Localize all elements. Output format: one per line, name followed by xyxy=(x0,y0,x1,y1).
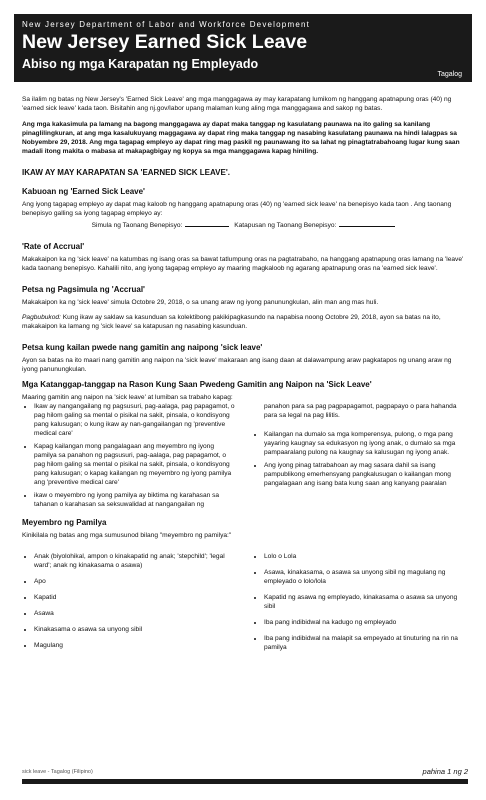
simula-blank xyxy=(185,220,229,227)
list-item: • Ikaw ay nangangailang ng pagsusuri, pag-aalaga, pag papagamot, o pag hilom galing sa mental o pisikal na sakit, pinsala, o kondisyong pang kalusugan; o kung ikaw ay nan-gangailangan ng 'preventive medical care' xyxy=(34,402,238,438)
simula-label: Simula ng Taonang Benepisyo: xyxy=(91,222,183,229)
intro-paragraph: Sa ilalim ng batas ng New Jersey's 'Earned Sick Leave' ang mga manggagawa ay may karapatang lumikom ng hanggang apatnapung oras (40) ng 'earned sick leave' kada taon. Bisitahin ang nj.gov/labor upang malaman kung aling mga manggagawa and sakop ng batas. xyxy=(22,96,452,112)
footer-label: sick leave - Tagalog (Filipino) xyxy=(22,769,93,775)
footer-rule xyxy=(22,779,468,784)
rights-heading: IKAW AY MAY KARAPATAN SA 'EARNED SICK LEAVE'. xyxy=(22,168,230,177)
kailan-text: Ayon sa batas na ito maari nang gamitin ang naipon na 'sick leave' makaraan ang isang daan at dalawampung araw pagkatapos ng unang araw ng iyong panunungkulan. xyxy=(22,357,452,373)
katanggap-heading: Mga Katanggap-tanggap na Rason Kung Saan Pwedeng Gamitin ang Naipon na 'Sick Leave' xyxy=(22,380,372,389)
list-item: • Magulang xyxy=(34,641,238,650)
list-item: • Apo xyxy=(34,577,238,586)
list-item: • Lolo o Lola xyxy=(264,552,468,561)
list-item: • Kapag kailangan mong pangalagaan ang meyembro ng iyong pamilya sa panahon ng pagsusuri, pag-aalaga, pag papagamot, o pag hilom galing sa mental o pisikal na sakit, pinsala, o kondisyong pang kalusugan; o kapag kailangan ng meyembro ng iyong pamilya ang 'preventive medical care' xyxy=(34,442,238,487)
meyembro-right-list xyxy=(252,552,468,652)
accrual-text: Makakaipon ka ng 'sick leave' na katumbas ng isang oras sa bawat tatlumpung oras na pagtatrabaho, na hanggang apatnapung oras lamang na 'leave' kada taonang benepisyo. Kahalili nito, ang iyong tagapag empleyo ay maaring magkaloob ng agarang apatnapung oras na 'earned sick leave'. xyxy=(22,256,464,272)
document-header xyxy=(14,14,472,82)
list-item: • Kailangan na dumalo sa mga komperensya, pulong, o mga pang yayaring kaugnay sa edukasyon ng iyong anak, o dumalo sa mga pampaaralang pulong na kaugnay sa kalusugan ng iyong anak. xyxy=(264,430,468,457)
meyembro-heading: Meyembro ng Pamilya xyxy=(22,518,107,527)
notice-paragraph: Ang mga kakasimula pa lamang na bagong manggagawa ay dapat maka tanggap ng kasulatang paunawa na ito galing sa kanilang pinaglilingkuran, at ang mga kasalukuyang maggagawa ay dapat ring maka tanggap ng nasabing kasulatang paunawa na hindi lalagpas sa Nobyembre 29, 2018. Ang mga tagapag empleyo ay dapat ring mag paskil ng paunawang ito sa lahat ng pinagtatrabahoang lugar kung saan madali itong makita o mabasa at makapagbigay ng kopya sa mga manggagawa kapag hiniling. xyxy=(22,121,460,155)
katapusan-blank xyxy=(339,220,395,227)
accrual-heading: 'Rate of Accrual' xyxy=(22,242,85,251)
katanggap-columns xyxy=(22,402,468,513)
list-item: • Kapatid ng asawa ng empleyado, kinakasama o asawa sa unyong sibil xyxy=(264,593,468,611)
document-title: New Jersey Earned Sick Leave xyxy=(22,31,308,53)
petsa-note-label: Pagbubukod: xyxy=(22,314,61,321)
meyembro-lead: Kinikilala ng batas ang mga sumusunod bilang "meyembro ng pamilya:" xyxy=(22,532,232,539)
katanggap-left-list xyxy=(22,402,238,509)
list-item: • Iba pang indibidwal na malapit sa empeyado at tinuturing na rin na pamilya xyxy=(264,634,468,652)
katapusan-label: Katapusan ng Taonang Benepisyo: xyxy=(234,222,337,229)
department-name: New Jersey Department of Labor and Workforce Development xyxy=(22,20,311,29)
kabuoan-heading: Kabuoan ng 'Earned Sick Leave' xyxy=(22,187,145,196)
list-item: • Iba pang indibidwal na kadugo ng empleyado xyxy=(264,618,468,627)
benefit-year-line xyxy=(22,220,468,230)
document-body xyxy=(22,95,468,659)
list-item: • ikaw o meyembro ng iyong pamilya ay biktima ng karahasan sa tahanan o karahasan sa seksuwalidad at nangangailan ng xyxy=(34,491,238,509)
katanggap-lead: Maaring gamitin ang naipon na 'sick leave' at lumiban sa trabaho kapag: xyxy=(22,394,233,401)
meyembro-columns xyxy=(22,552,468,659)
petsa-note-text: Kung ikaw ay saklaw sa kasunduan sa kolektibong pakikipagkasundo na napabisa noong Octobre 29, 2018, ayon sa batas na ito, makakaipon ka lamang ng 'sick leave' sa katapusan ng nasabing kasunduan. xyxy=(22,314,441,330)
petsa-note xyxy=(22,313,468,331)
language-label: Tagalog xyxy=(437,71,462,78)
page-number: pahina 1 ng 2 xyxy=(422,767,468,776)
list-item: • Ang iyong pinag tatrabahoan ay mag sasara dahil sa isang pampublikong emerhensyang pangkalusugan o kailangan mong pangalagaan ang isang bata kung saan ang kanyang paaralan xyxy=(264,461,468,488)
list-item: • Asawa, kinakasama, o asawa sa unyong sibil ng magulang ng empleyado o lolo/lola xyxy=(264,568,468,586)
list-item: • Kapatid xyxy=(34,593,238,602)
petsa-text: Makakaipon ka ng 'sick leave' simula Octobre 29, 2018, o sa unang araw ng iyong panunungkulan, alin man ang mas huli. xyxy=(22,299,379,306)
kailan-heading: Petsa kung kailan pwede nang gamitin ang naipong 'sick leave' xyxy=(22,343,263,352)
katanggap-right-list xyxy=(252,430,468,488)
petsa-heading: Petsa ng Pagsimula ng 'Accrual' xyxy=(22,285,145,294)
list-item: • Kinakasama o asawa sa unyong sibil xyxy=(34,625,238,634)
meyembro-left-list xyxy=(22,552,238,650)
list-item: • Anak (biyolohikal, ampon o kinakapatid ng anak; 'stepchild'; 'legal ward'; anak ng kinakasama o asawa) xyxy=(34,552,238,570)
katanggap-continuation: panahon para sa pag pagpapagamot, pagpapayo o para hahanda para sa legal na pag lilitis. xyxy=(264,403,457,419)
list-item: • Asawa xyxy=(34,609,238,618)
document-subtitle: Abiso ng mga Karapatan ng Empleyado xyxy=(22,57,259,71)
kabuoan-text: Ang iyong tagapag empleyo ay dapat mag kaloob ng hanggang apatnapung oras (40) ng 'earned sick leave' na benepisyo kada taon . Ang taonang benepisyo galling sa iyong tagapag empleyo ay: xyxy=(22,201,452,217)
